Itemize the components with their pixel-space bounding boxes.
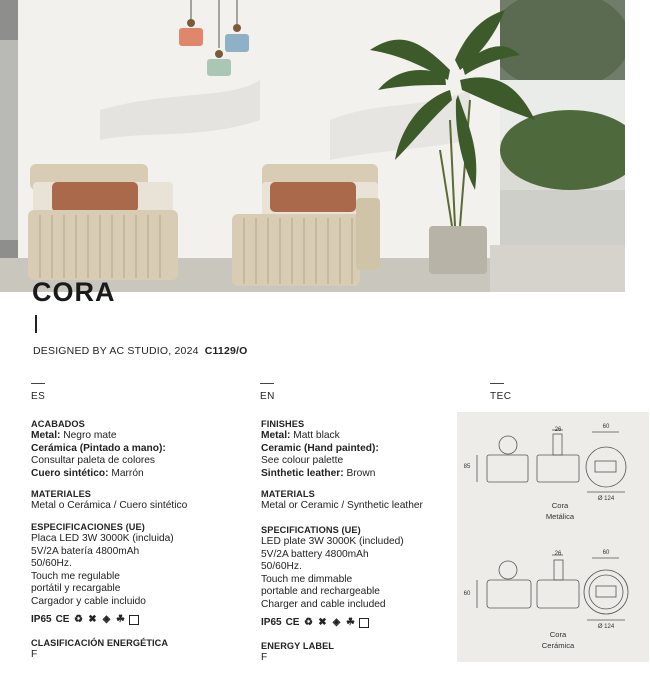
ip65-label: IP65 <box>31 613 52 625</box>
en-spec-line: LED plate 3W 3000K (included) <box>261 535 404 547</box>
en-leather-label: Sinthetic leather: <box>261 467 344 479</box>
es-rule <box>31 383 45 384</box>
es-leather-label: Cuero sintético: <box>31 467 109 479</box>
en-spec-column <box>261 418 451 665</box>
en-energy-value: F <box>261 652 268 664</box>
es-spec-line: Cargador y cable incluido <box>31 595 146 607</box>
es-finishes-heading: ACABADOS <box>31 419 85 429</box>
es-metal-row <box>31 430 251 443</box>
dim-depth: 26 <box>554 551 562 557</box>
es-leather-row <box>31 468 251 481</box>
dim-depth: 26 <box>554 427 562 433</box>
es-materials-heading: MATERIALES <box>31 489 92 500</box>
es-certification-icons <box>31 614 251 627</box>
en-ceramic-label: Ceramic (Hand painted): <box>261 442 379 454</box>
designer-credit: DESIGNED BY AC STUDIO, 2024 <box>33 345 199 357</box>
en-spec-line: portable and rechargeable <box>261 586 380 598</box>
en-spec-line: Touch me dimmable <box>261 573 353 585</box>
en-finishes-heading: FINISHES <box>261 419 305 429</box>
bulb-icon: ◈ <box>332 616 341 628</box>
leaf-icon: ☘ <box>346 616 355 628</box>
es-metal-label: Metal: <box>31 430 61 441</box>
es-energy-value: F <box>31 649 38 661</box>
ce-mark-icon: CE <box>55 613 70 625</box>
designer-line <box>33 345 248 357</box>
en-metal-value: Matt black <box>290 430 340 441</box>
dim-diameter: Ø 124 <box>597 624 615 630</box>
ceramic-caption-finish: Cerámica <box>541 641 575 650</box>
es-ceramic-value: Consultar paleta de colores <box>31 455 156 467</box>
en-rule <box>260 383 274 384</box>
es-materials-value: Metal o Cerámica / Cuero sintético <box>31 500 188 512</box>
ip65-label: IP65 <box>261 616 282 628</box>
tec-rule <box>490 383 504 384</box>
en-materials-heading: MATERIALS <box>261 489 315 500</box>
recycle-icon: ♻ <box>74 613 83 625</box>
en-metal-row <box>261 430 451 443</box>
en-metal-label: Metal: <box>261 430 291 441</box>
dim-width: 60 <box>602 424 610 430</box>
en-ceramic-value: See colour palette <box>261 455 344 467</box>
es-energy-heading: CLASIFICACIÓN ENERGÉTICA <box>31 638 169 649</box>
dim-height: 60 <box>463 591 471 597</box>
es-spec-line: Touch me regulable <box>31 570 120 582</box>
tec-column-code: TEC <box>490 391 512 402</box>
es-spec-column <box>31 418 251 662</box>
metal-caption-name: Cora <box>551 501 569 510</box>
weee-bin-icon: ✖ <box>88 613 97 625</box>
es-spec-line: 50/60Hz. <box>31 558 72 570</box>
bulb-icon: ◈ <box>102 613 111 625</box>
ce-mark-icon: CE <box>285 616 300 628</box>
en-energy-heading: ENERGY LABEL <box>261 641 335 652</box>
en-column-code: EN <box>260 391 275 402</box>
product-code: C1129/O <box>204 345 248 357</box>
en-leather-value: Brown <box>343 467 376 479</box>
technical-drawings-panel <box>457 412 649 662</box>
en-spec-line: Charger and cable included <box>261 598 386 610</box>
product-title: CORA <box>32 277 116 307</box>
terrace-scene-illustration <box>0 0 625 292</box>
es-spec-line: portátil y recargable <box>31 583 121 595</box>
es-spec-line: Placa LED 3W 3000K (incluida) <box>31 532 174 544</box>
es-leather-value: Marrón <box>108 467 144 479</box>
en-leather-row <box>261 468 451 481</box>
es-column-code: ES <box>31 391 46 402</box>
en-spec-line: 5V/2A battery 4800mAh <box>261 548 369 560</box>
dim-diameter: Ø 124 <box>597 496 615 502</box>
es-spec-line: 5V/2A batería 4800mAh <box>31 545 140 557</box>
dim-height: 85 <box>463 464 471 470</box>
dim-width: 60 <box>602 550 610 556</box>
title-accent-line <box>35 315 37 333</box>
leaf-icon: ☘ <box>116 613 125 625</box>
es-metal-value: Negro mate <box>60 430 117 441</box>
en-materials-value: Metal or Ceramic / Synthetic leather <box>261 500 423 512</box>
hero-photo <box>0 0 625 292</box>
en-spec-line: 50/60Hz. <box>261 561 302 573</box>
ceramic-caption-name: Cora <box>549 630 567 639</box>
en-specs-heading: SPECIFICATIONS (UE) <box>261 524 361 535</box>
class-ii-icon <box>359 618 369 628</box>
es-ceramic-label: Cerámica (Pintado a mano): <box>31 442 166 454</box>
metal-caption-finish: Metálica <box>545 512 575 521</box>
recycle-icon: ♻ <box>304 616 313 628</box>
es-specs-heading: ESPECIFICACIONES (UE) <box>31 521 145 532</box>
class-ii-icon <box>129 615 139 625</box>
en-certification-icons <box>261 617 451 630</box>
weee-bin-icon: ✖ <box>318 616 327 628</box>
